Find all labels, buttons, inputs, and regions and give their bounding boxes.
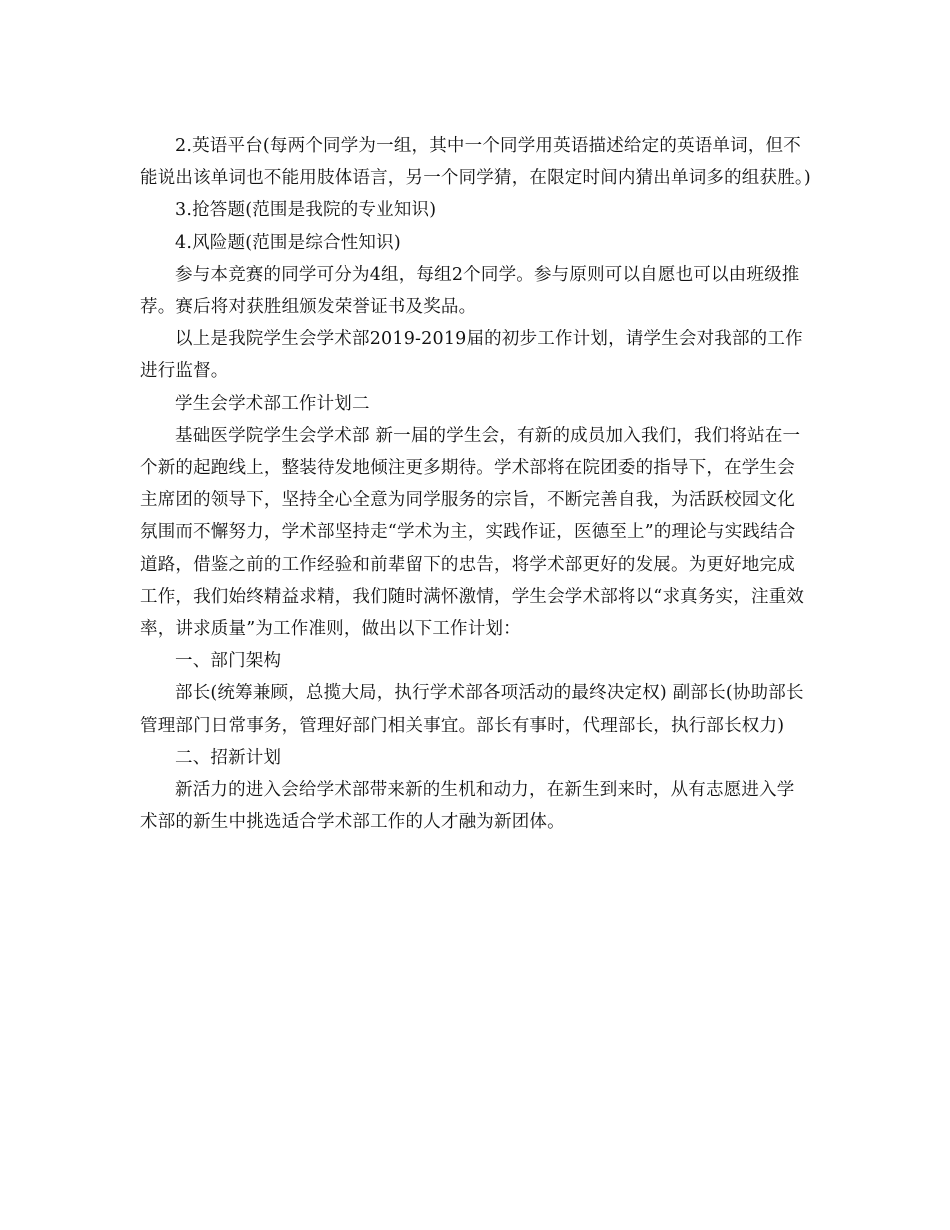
section-title-plan-two: 学生会学术部工作计划二 — [175, 393, 370, 414]
heading-recruitment-plan: 二、招新计划 — [175, 747, 282, 768]
document-body — [140, 130, 812, 838]
paragraph-plan-summary: 以上是我院学生会学术部2019-2019届的初步工作计划，请学生会对我部的工作进行监督。 — [140, 329, 803, 382]
paragraph-introduction: 基础医学院学生会学术部 新一届的学生会，有新的成员加入我们，我们将站在一个新的起跑线上，整装待发地倾注更多期待。学术部将在院团委的指导下，在学生会主席团的领导下，坚持全心全意为同学服务的宗旨，不断完善自我，为活跃校园文化氛围而不懈努力，学术部坚持走“学术为主，实践作证，医德至上”的理论与实践结合道路，借鉴之前的工作经验和前辈留下的忠告，将学术部更好的发展。为更好地完成工作，我们始终精益求精，我们随时满怀激情，学生会学术部将以“求真务实，注重效率，讲求质量”为工作准则，做出以下工作计划： — [140, 425, 805, 640]
heading-department-structure: 一、部门架构 — [175, 651, 282, 672]
paragraph-risk-question: 4.风险题(范围是综合性知识) — [175, 232, 401, 253]
paragraph-department-structure: 部长(统筹兼顾，总揽大局，执行学术部各项活动的最终决定权) 副部长(协助部长管理部门日常事务，管理好部门相关事宜。部长有事时，代理部长，执行部长权力) — [140, 683, 804, 736]
paragraph-quick-answer: 3.抢答题(范围是我院的专业知识) — [175, 200, 437, 221]
paragraph-competition-groups: 参与本竞赛的同学可分为4组，每组2个同学。参与原则可以自愿也可以由班级推荐。赛后将对获胜组颁发荣誉证书及奖品。 — [140, 264, 800, 318]
paragraph-english-platform: 2.英语平台(每两个同学为一组，其中一个同学用英语描述给定的英语单词，但不能说出该单词也不能用肢体语言，另一个同学猜，在限定时间内猜出单词多的组获胜。) — [140, 136, 811, 189]
paragraph-recruitment-plan: 新活力的进入会给学术部带来新的生机和动力，在新生到来时，从有志愿进入学术部的新生中挑选适合学术部工作的人才融为新团体。 — [140, 780, 795, 833]
